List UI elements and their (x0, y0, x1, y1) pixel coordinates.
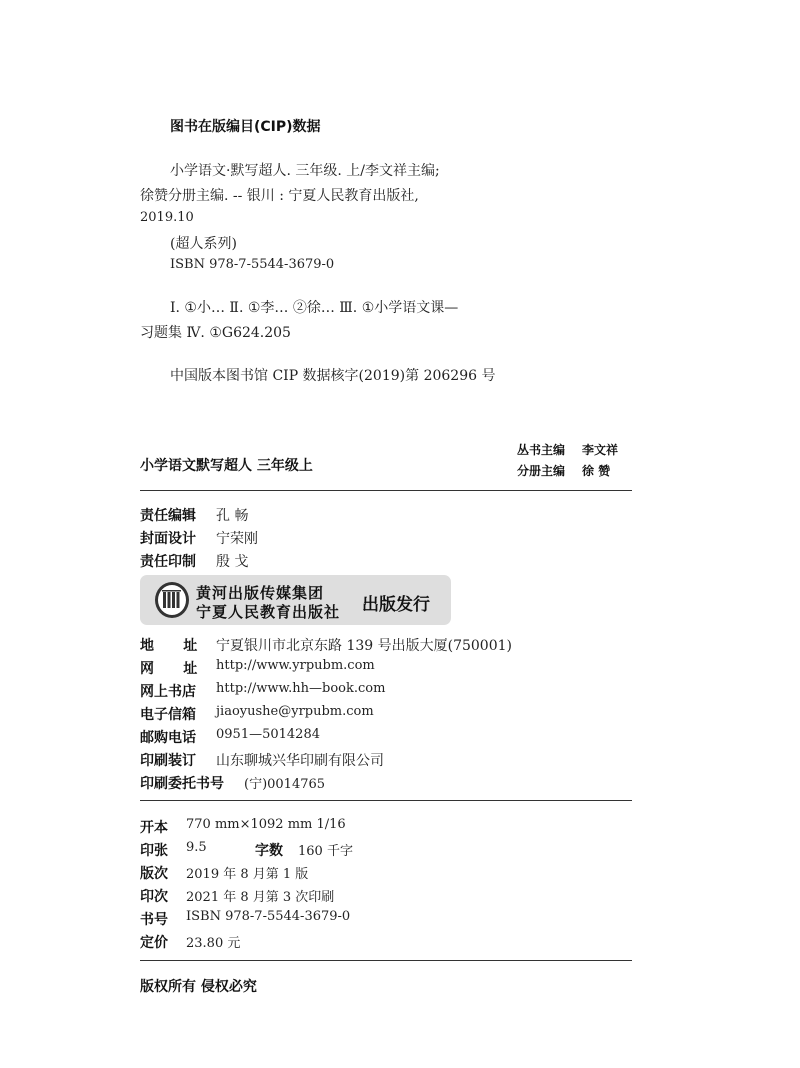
contact-value-print-order: (宁)0014765 (244, 777, 326, 792)
contact-label-bookstore: 网上书店 (140, 684, 196, 700)
spec-value-printing: 2021 年 8 月第 3 次印刷 (186, 890, 335, 905)
publisher-group: 黄河出版传媒集团 (196, 584, 325, 602)
volume-editor: 徐 赞 (582, 464, 611, 478)
publisher-action: 出版发行 (362, 595, 430, 615)
cip-line-5: ISBN 978-7-5544-3679-0 (170, 257, 335, 272)
cip-line-4: (超人系列) (170, 236, 237, 252)
contact-label-website: 网 址 (140, 661, 198, 677)
spec-value-price: 23.80 元 (186, 936, 241, 951)
contact-value-address: 宁夏银川市北京东路 139 号出版大厦(750001) (216, 638, 512, 654)
cip-line-8: 中国版本图书馆 CIP 数据核字(2019)第 206296 号 (170, 368, 496, 384)
cip-line-6: Ⅰ. ①小… Ⅱ. ①李… ②徐… Ⅲ. ①小学语文课— (170, 300, 459, 316)
spec-label-isbn: 书号 (140, 912, 168, 928)
series-editor: 李文祥 (582, 443, 619, 457)
spec-label-format: 开本 (140, 820, 168, 836)
staff-label-editor: 责任编辑 (140, 508, 196, 524)
spec-value-words: 160 千字 (298, 844, 353, 859)
spec-value-format: 770 mm×1092 mm 1/16 (186, 817, 346, 832)
spec-label-price: 定价 (140, 935, 168, 951)
bookshelf-logo-icon (155, 582, 189, 618)
contact-value-website: http://www.yrpubm.com (216, 658, 375, 673)
spec-label-edition: 版次 (140, 866, 168, 882)
contact-label-address: 地 址 (140, 638, 198, 654)
spec-value-sheets: 9.5 (186, 840, 207, 855)
contact-label-email: 电子信箱 (140, 707, 196, 723)
staff-label-printing: 责任印制 (140, 554, 196, 570)
publisher-name: 宁夏人民教育出版社 (196, 603, 341, 621)
contact-value-bookstore: http://www.hh—book.com (216, 681, 386, 696)
spec-label-printing: 印次 (140, 889, 168, 905)
spec-value-isbn: ISBN 978-7-5544-3679-0 (186, 909, 351, 924)
cip-line-7: 习题集 Ⅳ. ①G624.205 (140, 325, 291, 341)
cip-heading: 图书在版编目(CIP)数据 (170, 119, 321, 135)
staff-label-cover: 封面设计 (140, 531, 196, 547)
divider-2 (140, 800, 632, 801)
book-title: 小学语文默写超人 三年级上 (140, 458, 313, 474)
contact-label-phone: 邮购电话 (140, 730, 196, 746)
spec-label-words: 字数 (255, 843, 283, 859)
volume-editor-label: 分册主编 (517, 464, 566, 478)
copyright-notice: 版权所有 侵权必究 (140, 979, 257, 995)
publisher-banner (140, 575, 451, 625)
cip-line-1: 小学语文·默写超人. 三年级. 上/李文祥主编; (170, 163, 440, 179)
contact-label-print-order: 印刷委托书号 (140, 776, 224, 792)
contact-value-phone: 0951—5014284 (216, 727, 320, 742)
spec-label-sheets: 印张 (140, 843, 168, 859)
spec-value-edition: 2019 年 8 月第 1 版 (186, 867, 309, 882)
staff-value-cover: 宁荣刚 (216, 531, 258, 547)
staff-value-editor: 孔 畅 (216, 508, 249, 524)
divider-1 (140, 490, 632, 491)
contact-label-printer: 印刷装订 (140, 753, 196, 769)
contact-value-email: jiaoyushe@yrpubm.com (216, 704, 374, 719)
series-editor-label: 丛书主编 (517, 443, 566, 457)
divider-3 (140, 960, 632, 961)
staff-value-printing: 殷 戈 (216, 554, 249, 570)
cip-line-3: 2019.10 (140, 210, 194, 225)
contact-value-printer: 山东聊城兴华印刷有限公司 (216, 753, 384, 769)
cip-line-2: 徐赞分册主编. -- 银川 : 宁夏人民教育出版社, (140, 188, 419, 204)
